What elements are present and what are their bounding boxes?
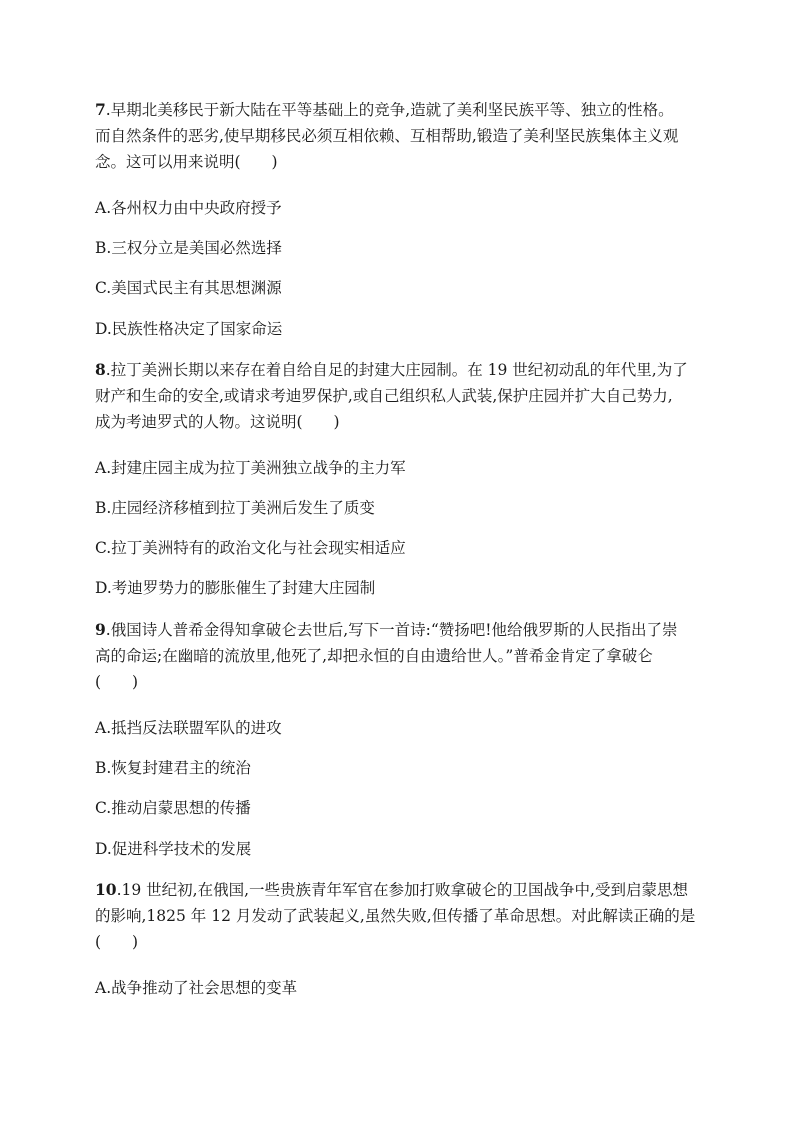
question-7-option-c[interactable]: C.美国式民主有其思想渊源 (95, 279, 282, 297)
question-10-stem: 10.19 世纪初,在俄国,一些贵族青年军官在参加打败拿破仑的卫国战争中,受到启蒙思想 的影响,1825 年 12 月发动了武装起义,虽然失败,但传播了革命思想。对此解读正确的是 ( ) (95, 880, 696, 951)
question-9 (95, 617, 700, 695)
question-number: 9 (95, 620, 106, 639)
question-7-option-d[interactable]: D.民族性格决定了国家命运 (95, 320, 283, 338)
question-number: 8 (95, 360, 106, 379)
question-9-option-b[interactable]: B.恢复封建君主的统治 (95, 759, 251, 777)
question-9-stem: 9.俄国诗人普希金得知拿破仑去世后,写下一首诗:“赞扬吧!他给俄罗斯的人民指出了崇 高的命运;在幽暗的流放里,他死了,却把永恒的自由遗给世人。”普希金肯定了拿破仑 ( ) (95, 620, 678, 691)
question-8-option-d[interactable]: D.考迪罗势力的膨胀催生了封建大庄园制 (95, 579, 376, 597)
question-7-option-b[interactable]: B.三权分立是美国必然选择 (95, 239, 282, 257)
question-7-stem: 7.早期北美移民于新大陆在平等基础上的竞争,造就了美利坚民族平等、独立的性格。 而自然条件的恶劣,使早期移民必须互相依赖、互相帮助,锻造了美利坚民族集体主义观 念。这可以用来说明( ) (95, 100, 679, 171)
question-8-option-a[interactable]: A.封建庄园主成为拉丁美洲独立战争的主力军 (95, 459, 406, 477)
question-number: 7 (95, 100, 106, 119)
question-9-option-a[interactable]: A.抵挡反法联盟军队的进攻 (95, 719, 282, 737)
question-9-option-c[interactable]: C.推动启蒙思想的传播 (95, 799, 251, 817)
question-8 (95, 357, 700, 435)
question-8-option-b[interactable]: B.庄园经济移植到拉丁美洲后发生了质变 (95, 499, 375, 517)
question-7 (95, 97, 700, 175)
question-8-stem: 8.拉丁美洲长期以来存在着自给自足的封建大庄园制。在 19 世纪初动乱的年代里,为了 财产和生命的安全,或请求考迪罗保护,或自己组织私人武装,保护庄园并扩大自己势力, 成为考迪罗式的人物。这说明( ) (95, 360, 688, 431)
question-10-option-a[interactable]: A.战争推动了社会思想的变革 (95, 979, 298, 997)
question-7-option-a[interactable]: A.各州权力由中央政府授予 (95, 199, 282, 217)
question-number: 10 (95, 880, 117, 899)
question-10 (95, 877, 700, 955)
question-8-option-c[interactable]: C.拉丁美洲特有的政治文化与社会现实相适应 (95, 539, 406, 557)
question-9-option-d[interactable]: D.促进科学技术的发展 (95, 840, 252, 858)
